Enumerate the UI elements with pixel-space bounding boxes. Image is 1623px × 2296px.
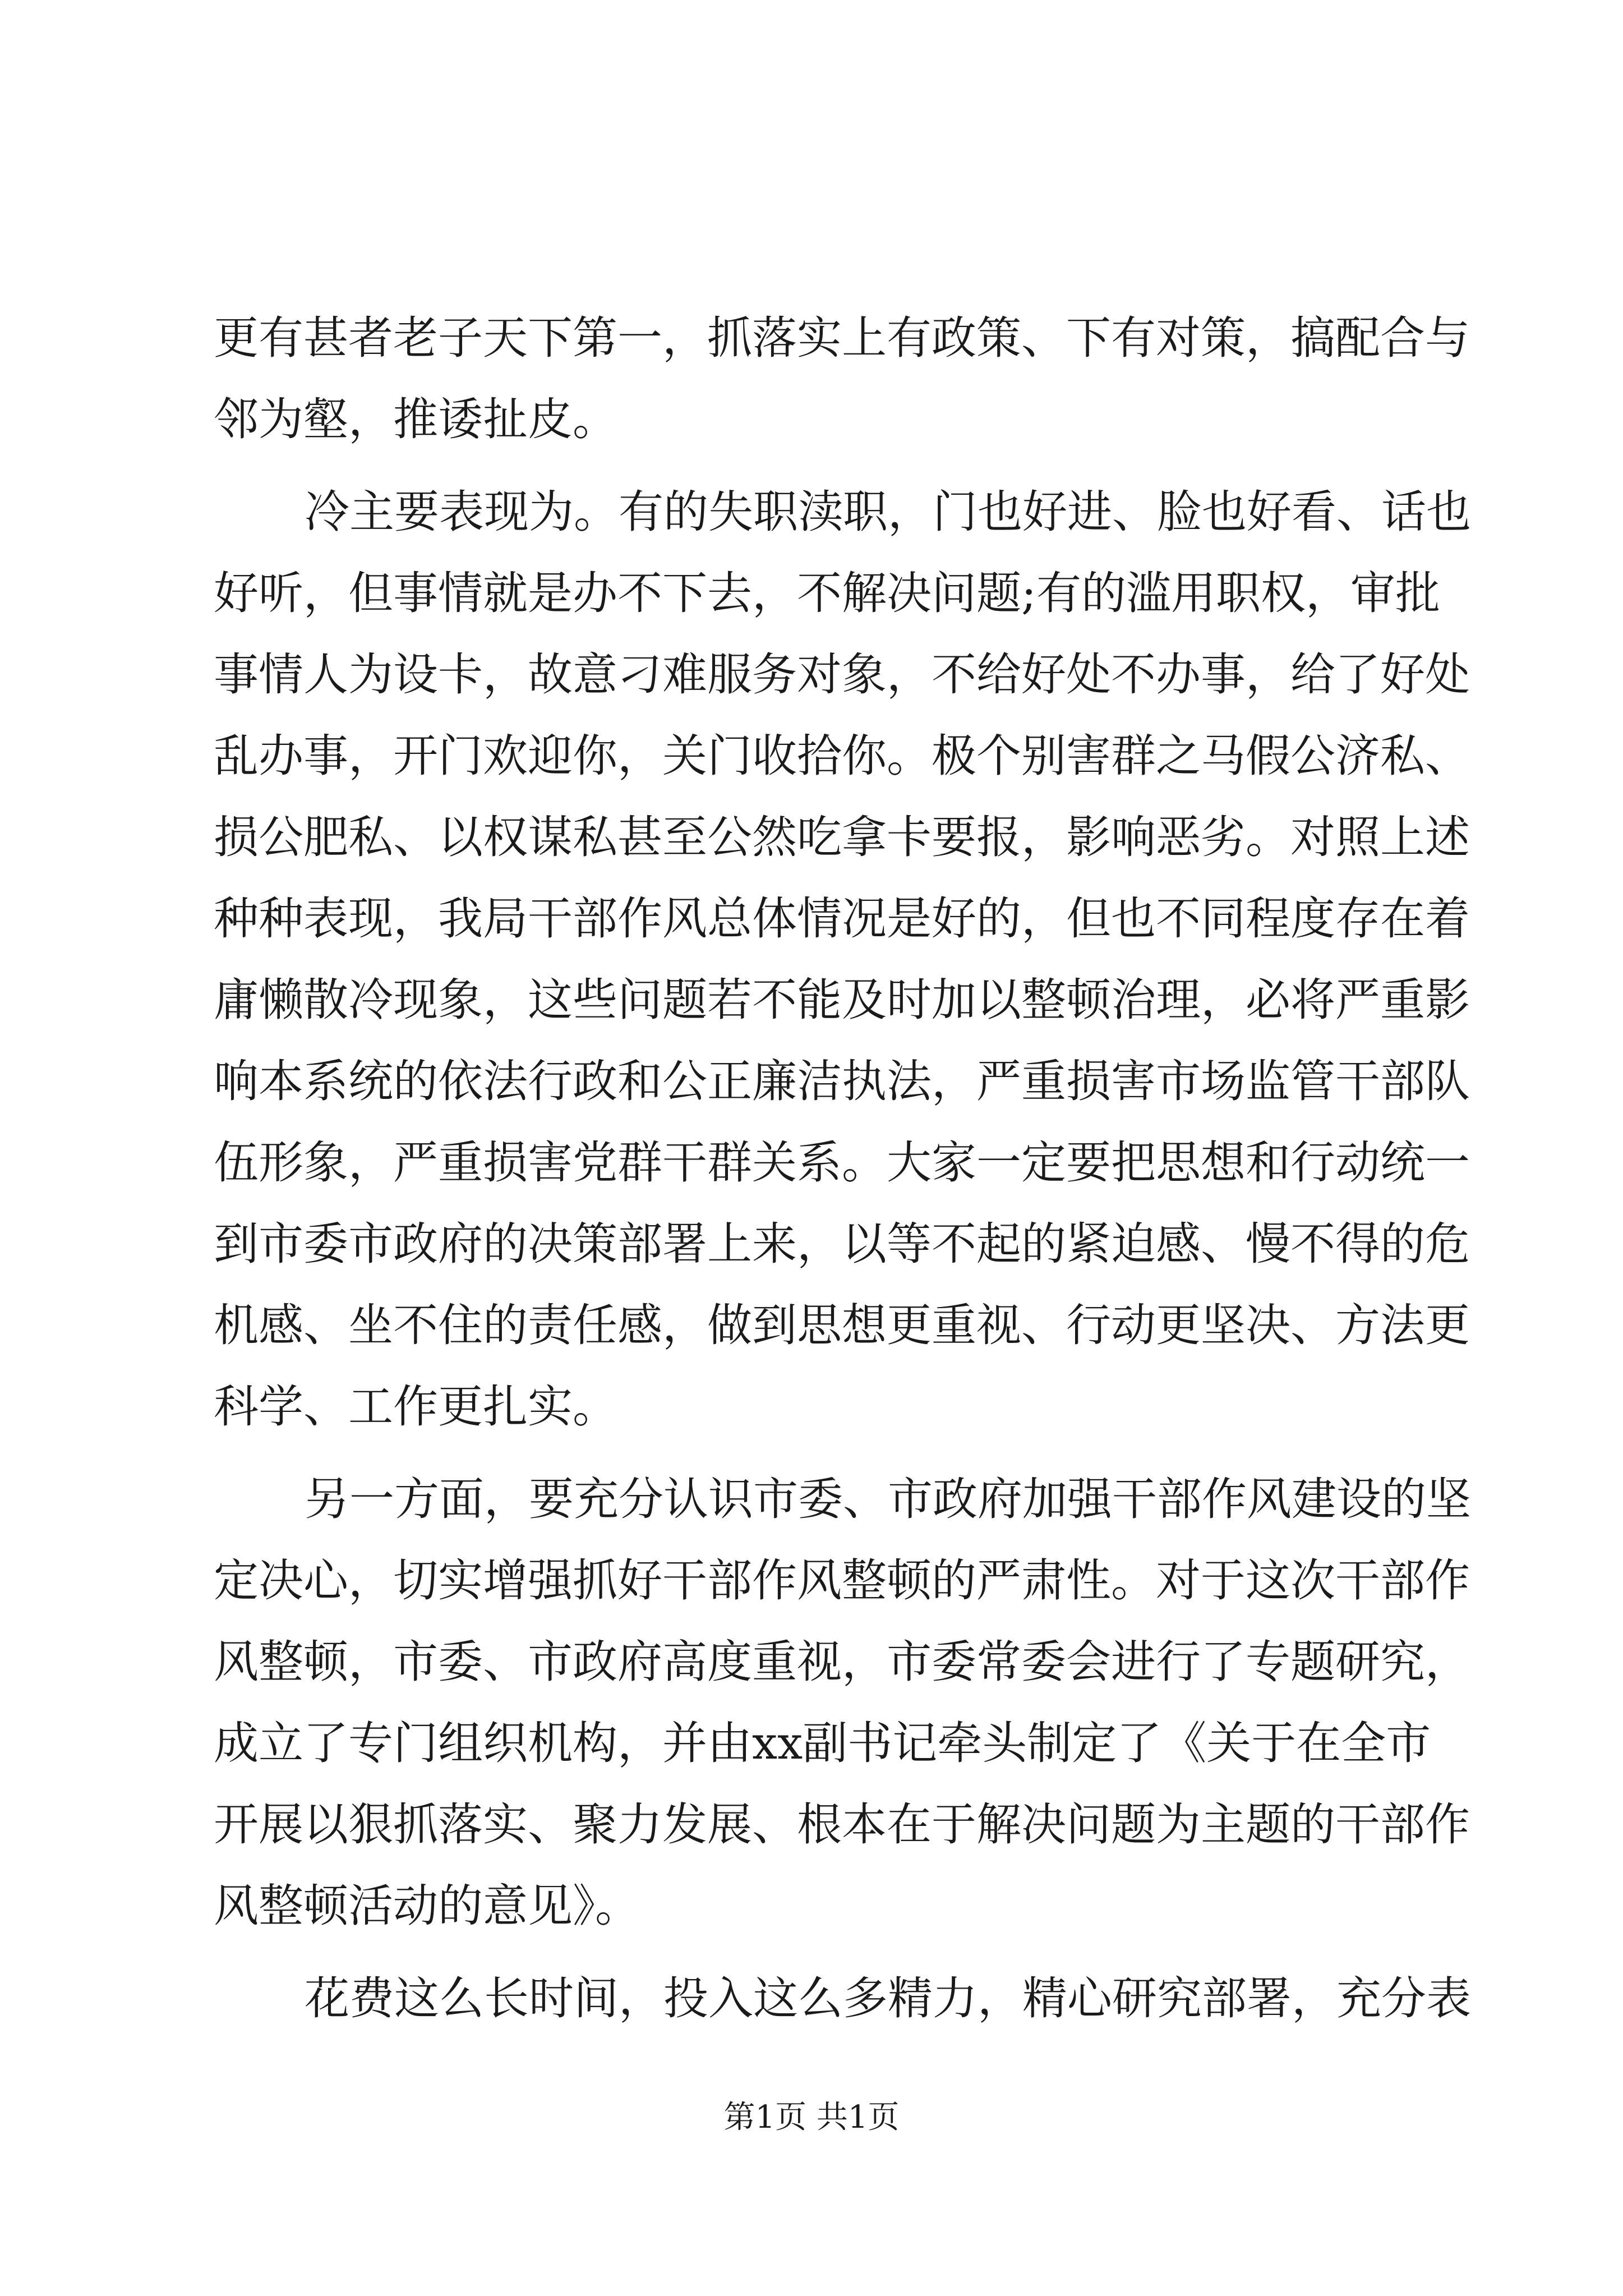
text-line: 邻为壑，推诿扯皮。 <box>214 393 617 445</box>
text-line: 风整顿，市委、市政府高度重视，市委常委会进行了专题研究， <box>214 1636 1470 1688</box>
text-line: 伍形象，严重损害党群干群关系。大家一定要把思想和行动统一 <box>214 1137 1470 1189</box>
text-line: 响本系统的依法行政和公正廉洁执法，严重损害市场监管干部队 <box>214 1055 1470 1107</box>
text-line: 到市委市政府的决策部署上来，以等不起的紧迫感、慢不得的危 <box>214 1218 1470 1270</box>
text-line: 机感、坐不住的责任感，做到思想更重视、行动更坚决、方法更 <box>214 1299 1470 1351</box>
paragraph-1 <box>214 297 1470 460</box>
page-footer <box>0 2095 1623 2140</box>
paragraph-2 <box>214 471 1471 1447</box>
text-line: 定决心，切实增强抓好干部作风整顿的严肃性。对于这次干部作 <box>214 1554 1470 1607</box>
text-line: 庸懒散冷现象，这些问题若不能及时加以整顿治理，必将严重影 <box>214 974 1470 1026</box>
page-number-label: 第1页 共1页 <box>723 2099 900 2136</box>
text-line: 乱办事，开门欢迎你，关门收拾你。极个别害群之马假公济私、 <box>214 730 1470 782</box>
text-line: 开展以狠抓落实、聚力发展、根本在于解决问题为主题的干部作 <box>214 1798 1470 1851</box>
text-line: 风整顿活动的意见》。 <box>214 1880 640 1932</box>
paragraph-3 <box>214 1458 1471 1947</box>
text-line: 成立了专门组织机构，并由xx副书记牵头制定了《关于在全市 <box>214 1717 1431 1769</box>
text-line: 种种表现，我局干部作风总体情况是好的，但也不同程度存在着 <box>214 892 1470 945</box>
text-line: 事情人为设卡，故意刁难服务对象，不给好处不办事，给了好处 <box>214 648 1470 701</box>
text-line: 更有甚者老子天下第一，抓落实上有政策、下有对策，搞配合与 <box>214 312 1470 364</box>
text-line: 损公肥私、以权谋私甚至公然吃拿卡要报，影响恶劣。对照上述 <box>214 811 1470 863</box>
paragraph-4 <box>214 1958 1471 2039</box>
text-line: 冷主要表现为。有的失职渎职，门也好进、脸也好看、话也 <box>305 486 1471 538</box>
text-line: 花费这么长时间，投入这么多精力，精心研究部署，充分表 <box>305 1972 1471 2024</box>
text-line: 好听，但事情就是办不下去，不解决问题;有的滥用职权，审批 <box>214 567 1440 619</box>
text-line: 另一方面，要充分认识市委、市政府加强干部作风建设的坚 <box>305 1473 1471 1525</box>
text-line: 科学、工作更扎实。 <box>214 1381 617 1433</box>
document-body <box>214 297 1471 2039</box>
